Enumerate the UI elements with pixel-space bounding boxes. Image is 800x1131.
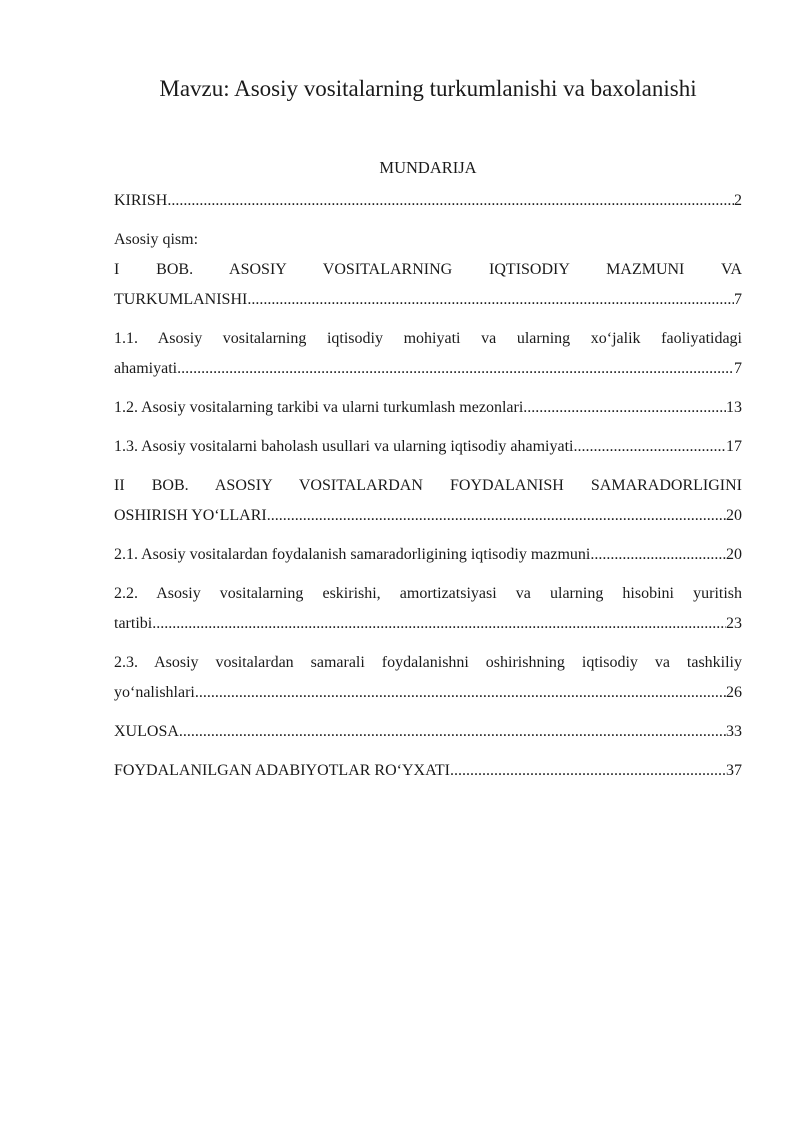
toc-entry-title: 1.3. Asosiy vositalarni baholash usullari va ularning iqtisodiy ahamiyati: [114, 438, 574, 455]
toc-section-1-1-line2: [114, 354, 742, 384]
dot-leader: [167, 186, 734, 216]
toc-page-number: 2: [734, 192, 742, 209]
toc-entry-title: ahamiyati: [114, 360, 178, 377]
toc-entry-references: [114, 756, 742, 786]
toc-entry-title: XULOSA: [114, 723, 179, 740]
toc-chapter2-line1: II BOB. ASOSIY VOSITALARDAN FOYDALANISH SAMARADORLIGINI: [114, 477, 742, 494]
toc-entry-title: FOYDALANILGAN ADABIYOTLAR RO‘YXATI: [114, 762, 450, 779]
toc-section-2-3-line2: [114, 678, 742, 708]
toc-page-number: 13: [726, 399, 742, 416]
toc-entry-kirish: [114, 186, 742, 216]
main-part-label: Asosiy qism:: [114, 231, 199, 248]
toc-page-number: 37: [726, 762, 742, 779]
toc-section-2-2-line2: [114, 609, 742, 639]
toc-entry-title: TURKUMLANISHI: [114, 291, 248, 308]
toc-entry-title: 1.2. Asosiy vositalarning tarkibi va ularni turkumlash mezonlari: [114, 399, 524, 416]
toc-page-number: 20: [726, 507, 742, 524]
toc-section-2-2-line1: 2.2. Asosiy vositalarning eskirishi, amortizatsiyasi va ularning hisobini yuritish: [114, 585, 742, 602]
toc-section-1-2: [114, 393, 742, 423]
toc-entry-title: tartibi: [114, 615, 153, 632]
dot-leader: [177, 354, 734, 384]
toc-chapter2-line2: [114, 501, 742, 531]
toc-entry-title: 2.1. Asosiy vositalardan foydalanish samaradorligining iqtisodiy mazmuni: [114, 546, 591, 563]
dot-leader: [152, 609, 726, 639]
toc-chapter1-line2: [114, 285, 742, 315]
toc-page-number: 33: [726, 723, 742, 740]
dot-leader: [590, 540, 726, 570]
toc-entry-xulosa: [114, 717, 742, 747]
toc-chapter1-line1: I BOB. ASOSIY VOSITALARNING IQTISODIY MAZMUNI VA: [114, 261, 742, 278]
toc-page-number: 7: [734, 291, 742, 308]
toc-entry-title: KIRISH: [114, 192, 168, 209]
toc-section-1-1-line1: 1.1. Asosiy vositalarning iqtisodiy mohiyati va ularning xo‘jalik faoliyatidagi: [114, 330, 742, 347]
toc-page-number: 23: [726, 615, 742, 632]
dot-leader: [179, 717, 726, 747]
table-of-contents: [114, 186, 742, 786]
dot-leader: [247, 285, 734, 315]
toc-page-number: 7: [734, 360, 742, 377]
dot-leader: [267, 501, 726, 531]
toc-page-number: 26: [726, 684, 742, 701]
dot-leader: [523, 393, 726, 423]
dot-leader: [450, 756, 726, 786]
dot-leader: [574, 432, 727, 462]
toc-page-number: 17: [726, 438, 742, 455]
toc-section-2-3-line1: 2.3. Asosiy vositalardan samarali foydalanishni oshirishning iqtisodiy va tashkiliy: [114, 654, 742, 671]
toc-section-2-1: [114, 540, 742, 570]
toc-section-1-3: [114, 432, 742, 462]
toc-heading: MUNDARIJA: [379, 158, 477, 177]
document-title: Mavzu: Asosiy vositalarning turkumlanishi va baxolanishi: [159, 76, 697, 101]
toc-page-number: 20: [726, 546, 742, 563]
toc-entry-title: yo‘nalishlari: [114, 684, 195, 701]
toc-entry-title: OSHIRISH YO‘LLARI: [114, 507, 267, 524]
dot-leader: [195, 678, 726, 708]
